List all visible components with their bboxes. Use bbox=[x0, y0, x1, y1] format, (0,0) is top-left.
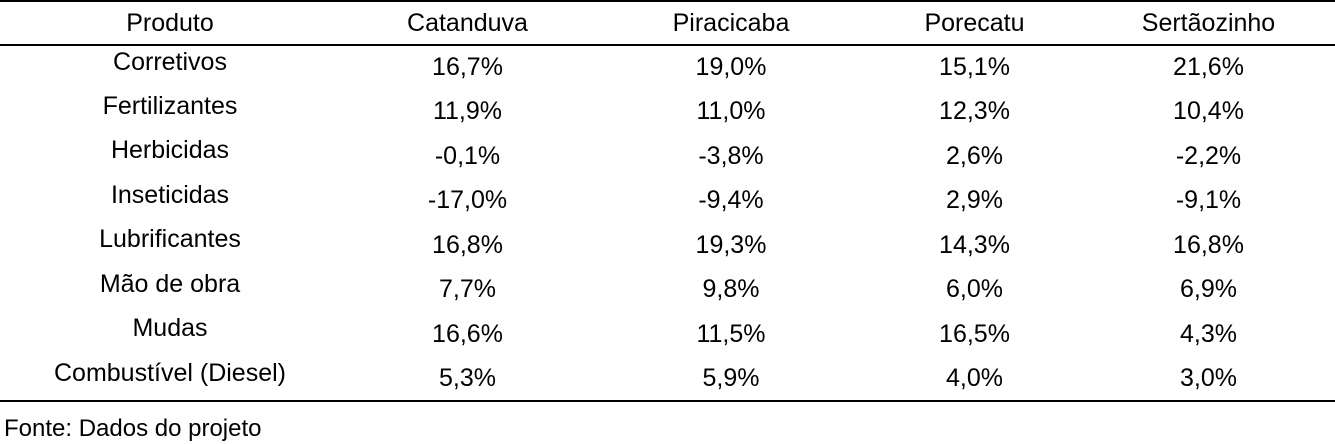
source-note: Fonte: Dados do projeto bbox=[4, 415, 262, 442]
value-cell: 5,9% bbox=[595, 357, 867, 402]
value-cell: 6,9% bbox=[1180, 275, 1237, 304]
value-cell: 16,5% bbox=[939, 319, 1010, 348]
table-row bbox=[0, 312, 1335, 357]
header-row bbox=[0, 1, 1335, 45]
value-cell: -0,1% bbox=[434, 141, 501, 170]
header-catanduva: Catanduva bbox=[340, 1, 595, 45]
table-row bbox=[0, 268, 1335, 313]
value-cell: 6,0% bbox=[946, 275, 1003, 304]
table-row bbox=[0, 357, 1335, 402]
table-row bbox=[0, 134, 1335, 179]
product-cell: Inseticidas bbox=[110, 180, 230, 209]
value-cell: 5,3% bbox=[340, 357, 595, 402]
value-cell: -9,4% bbox=[698, 186, 764, 215]
value-cell: 16,6% bbox=[432, 319, 503, 348]
value-cell: 4,0% bbox=[867, 357, 1082, 402]
product-cell: Corretivos bbox=[113, 48, 227, 76]
table-row bbox=[0, 90, 1335, 135]
header-sertaozinho: Sertãozinho bbox=[1082, 1, 1335, 45]
value-cell: 2,6% bbox=[946, 141, 1003, 170]
value-cell: 10,4% bbox=[1173, 97, 1244, 126]
value-cell: 19,3% bbox=[695, 230, 767, 259]
header-produto: Produto bbox=[0, 1, 340, 45]
value-cell: 19,0% bbox=[695, 53, 767, 82]
table-row bbox=[0, 45, 1335, 90]
value-cell: 16,8% bbox=[432, 230, 503, 259]
product-cell: Mudas bbox=[132, 314, 208, 342]
value-cell: -9,1% bbox=[1175, 186, 1242, 215]
value-cell: 7,7% bbox=[439, 275, 496, 304]
product-cell: Lubrificantes bbox=[99, 225, 241, 253]
value-cell: -3,8% bbox=[698, 141, 764, 170]
header-porecatu: Porecatu bbox=[867, 1, 1082, 45]
value-cell: 11,0% bbox=[696, 97, 766, 126]
value-cell: 15,1% bbox=[939, 53, 1010, 82]
value-cell: 9,8% bbox=[702, 275, 760, 304]
value-cell: 11,5% bbox=[696, 319, 766, 348]
value-cell: 12,3% bbox=[939, 97, 1010, 126]
value-cell: 3,0% bbox=[1082, 357, 1335, 402]
table-row bbox=[0, 179, 1335, 224]
table-body bbox=[0, 45, 1335, 401]
value-cell: 21,6% bbox=[1173, 53, 1244, 82]
value-cell: 4,3% bbox=[1180, 319, 1237, 348]
value-cell: 14,3% bbox=[939, 230, 1010, 259]
value-cell: -17,0% bbox=[427, 186, 508, 215]
value-cell: -2,2% bbox=[1175, 141, 1242, 170]
value-cell: 16,7% bbox=[432, 53, 503, 82]
header-piracicaba: Piracicaba bbox=[595, 1, 867, 45]
value-cell: 2,9% bbox=[946, 186, 1003, 215]
table-header bbox=[0, 1, 1335, 45]
product-cell: Combustível (Diesel) bbox=[0, 357, 340, 402]
product-cell: Herbicidas bbox=[110, 136, 230, 164]
value-cell: 16,8% bbox=[1173, 230, 1244, 259]
product-cell: Mão de obra bbox=[99, 269, 241, 298]
table-row bbox=[0, 223, 1335, 268]
product-cell: Fertilizantes bbox=[102, 91, 238, 120]
value-cell: 11,9% bbox=[432, 97, 503, 126]
